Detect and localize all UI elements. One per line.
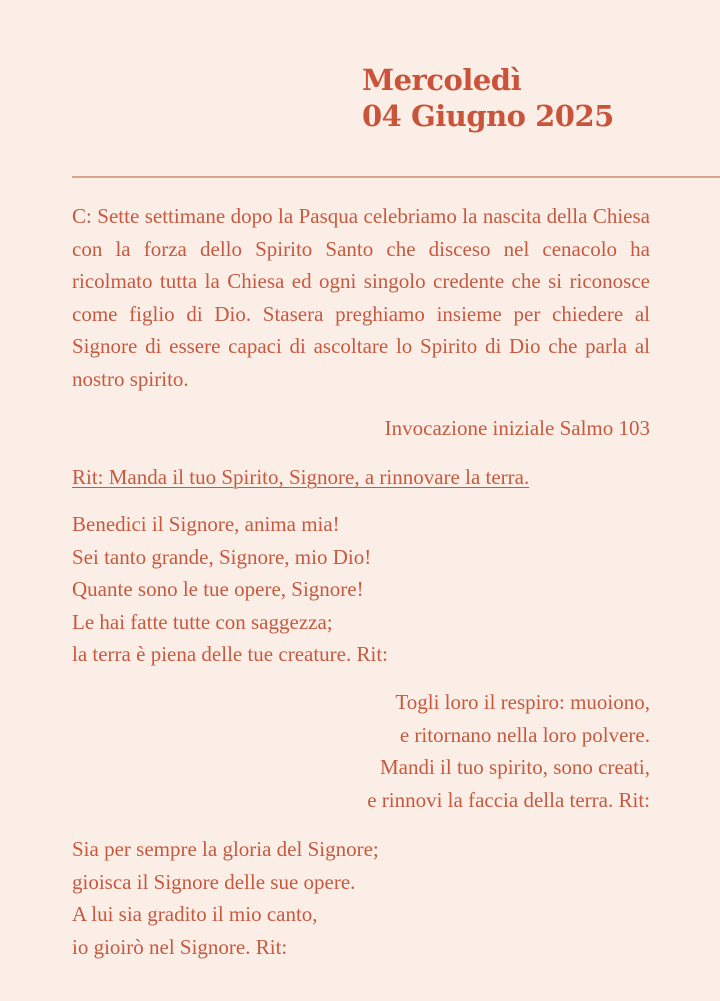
header-day: Mercoledì [362,63,522,97]
verse-line: io gioirò nel Signore. Rit: [72,934,288,959]
refrain-line: Rit: Manda il tuo Spirito, Signore, a rinnovare la terra. [72,465,530,489]
stanza-3 [72,833,379,963]
page-header [362,62,614,134]
intro-paragraph: C: Sette settimane dopo la Pasqua celebriamo la nascita della Chiesa con la forza dello Spirito Santo che disceso nel cenacolo ha ricolmato tutta la Chiesa ed ogni singolo credente che si riconosce come figlio di Dio. Stasera preghiamo insieme per chiedere al Signore di essere capaci di ascoltare lo Spirito di Dio che parla al nostro spirito. [72,204,650,391]
verse-line: Sia per sempre la gloria del Signore; [72,837,379,861]
verse-line: gioisca il Signore delle sue opere. [72,869,356,894]
verse-line: e rinnovi la faccia della terra. Rit: [367,787,650,812]
verse-line: Sei tanto grande, Signore, mio Dio! [72,544,372,569]
header-divider [72,176,720,178]
stanza-2 [367,686,650,816]
verse-line: A lui sia gradito il mio canto, [72,902,318,926]
verse-line: Quante sono le tue opere, Signore! [72,577,364,601]
verse-line: la terra è piena delle tue creature. Rit: [72,642,388,666]
stanza-1 [72,508,388,671]
verse-line: Togli loro il respiro: muoiono, [395,690,650,714]
invocation-title: Invocazione iniziale Salmo 103 [384,416,650,440]
verse-line: Le hai fatte tutte con saggezza; [72,609,333,634]
verse-line: Mandi il tuo spirito, sono creati, [379,755,650,779]
header-date: 04 Giugno 2025 [362,99,614,133]
verse-line: Benedici il Signore, anima mia! [72,512,340,536]
verse-line: e ritornano nella loro polvere. [399,722,650,747]
